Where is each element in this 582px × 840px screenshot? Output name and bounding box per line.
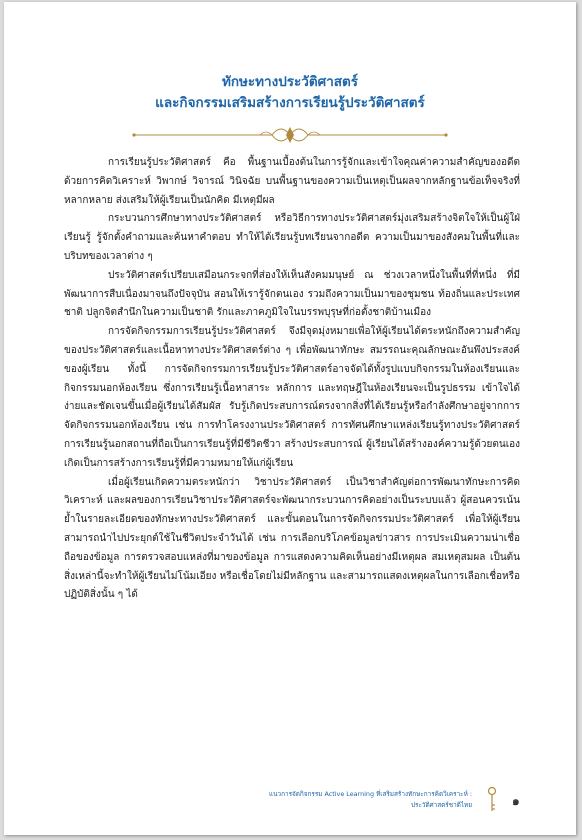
title-line-2: และกิจกรรมเสริมสร้างการเรียนรู้ประวัติศาสตร์ [155,95,425,111]
paragraph-2: กระบวนการศึกษาทางประวัติศาสตร์ หรือวิธีการทางประวัติศาสตร์มุ่งเสริมสร้างจิตใจให้เป็นผู้ใฝ่เรียนรู้ รู้จักตั้งคำถามและค้นหาคำตอบ ทำให้ได้เรียนรู้บทเรียนจากอดีต ความเป็นมาของสังคมในพื้นที่และบริบทของเวลาต่าง ๆ [64,213,520,262]
page-title [4,72,576,114]
paragraph-3: ประวัติศาสตร์เปรียบเสมือนกระจกที่ส่องให้เห็นสังคมมนุษย์ ณ ช่วงเวลาหนึ่งในพื้นที่ที่หนึ่ง ที่มีพัฒนาการสืบเนื่องมาจนถึงปัจจุบัน สอนให้เรารู้จักตนเอง รวมถึงความเป็นมาของชุมชน ท้องถิ่นและประเทศชาติ ปลูกจิตสำนึกในความเป็นชาติ รักและภาคภูมิใจในบรรพบุรุษที่ก่อตั้งชาติบ้านเมือง [64,269,520,319]
key-ornament-icon [486,786,498,814]
paragraph-1: การเรียนรู้ประวัติศาสตร์ คือ พื้นฐานเบื้องต้นในการรู้จักและเข้าใจคุณค่าความสำคัญของอดีต ด้วยการคิดวิเคราะห์ วิพากษ์ วิจารณ์ วินิจฉัย บนพื้นฐานของความเป็นเหตุเป็นผลจากหลักฐานข้อเท็จจริงที่หลากหลาย ส่งเสริมให้ผู้เรียนเป็นนักคิด มีเหตุมีผล [64,157,520,206]
ornament-divider-icon [130,124,450,146]
page-number: ๑ [512,794,520,808]
footer-line-1: แนวการจัดกิจกรรม Active Learning ที่เสริมสร้างทักษะการคิดวิเคราะห์ : [269,790,472,798]
paragraph-4: การจัดกิจกรรมการเรียนรู้ประวัติศาสตร์ จึงมีจุดมุ่งหมายเพื่อให้ผู้เรียนได้ตระหนักถึงความสำคัญของประวัติศาสตร์และเนื้อหาทางประวัติศาสตร์ต่าง ๆ เพื่อพัฒนาทักษะ สมรรถนะคุณลักษณะอันพึงประสงค์ของผู้เรียน ทั้งนี้ การจัดกิจกรรมการเรียนรู้ประวัติศาสตร์อาจจัดได้ทั้งรูปแบบกิจกรรมในห้องเรียนและกิจกรรมนอกห้องเรียน ซึ่งการเรียนรู้เนื้อหาสาระ หลักการ และทฤษฎีในห้องเรียนจะเป็นรูปธรรม เข้าใจได้ง่ายและชัดเจนขึ้นเมื่อผู้เรียนได้สัมผัส รับรู้เกิดประสบการณ์ตรงจากสิ่งที่ได้เรียนรู้หรือกำลังศึกษาอยู่จากการจัดกิจกรรมนอกห้องเรียน เช่น การทำโครงงานประวัติศาสตร์ การทัศนศึกษาแหล่งเรียนรู้ทางประวัติศาสตร์ การเรียนรู้นอกสถานที่ถือเป็นการเรียนรู้ที่มีชีวิตชีวา สร้างประสบการณ์ ผู้เรียนได้สร้างองค์ความรู้ด้วยตนเองเกิดเป็นการสร้างการเรียนรู้ที่มีความหมายให้แก่ผู้เรียน [64,326,520,469]
document-page [4,2,576,835]
title-line-1: ทักษะทางประวัติศาสตร์ [221,74,359,90]
paragraph-5: เมื่อผู้เรียนเกิดความตระหนักว่า วิชาประวัติศาสตร์ เป็นวิชาสำคัญต่อการพัฒนาทักษะการคิดวิเคราะห์ และผลของการเรียนวิชาประวัติศาสตร์จะพัฒนากระบวนการคิดอย่างเป็นระบบแล้ว ผู้สอนควรเน้นย้ำในรายละเอียดของทักษะทางประวัติศาสตร์ และขั้นตอนในการจัดกิจกรรมประวัติศาสตร์ เพื่อให้ผู้เรียนสามารถนำไปประยุกต์ใช้ในชีวิตประจำวันได้ เช่น การเลือกบริโภคข้อมูลข่าวสาร การประเมินความน่าเชื่อถือของข้อมูล การตรวจสอบแหล่งที่มาของข้อมูล การแสดงความคิดเห็นอย่างมีเหตุผล สมเหตุสมผล เป็นต้น สิ่งเหล่านี้จะทำให้ผู้เรียนไม่โน้มเอียง หรือเชื่อโดยไม่มีหลักฐาน และสามารถแสดงเหตุผลในการเลือกเชื่อหรือปฏิบัติสิ่งนั้น ๆ ได้ [64,476,520,601]
footer-line-2: ประวัติศาสตร์ชาติไทย [410,801,472,809]
body-text [64,154,520,605]
footer-running-title [269,789,472,811]
